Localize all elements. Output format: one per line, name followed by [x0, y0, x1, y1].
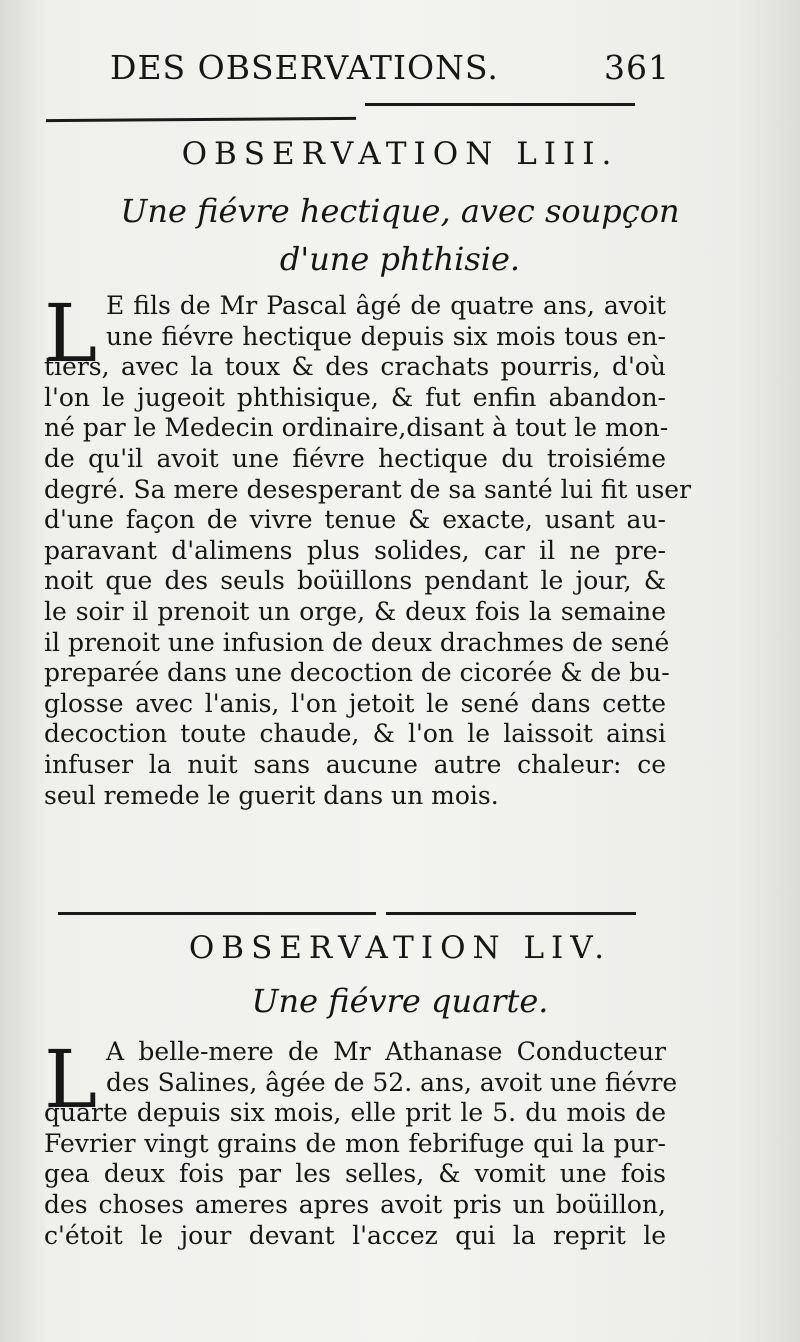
- text-line: Fevrier vingt grains de mon febrifuge qui la pur-: [44, 1128, 666, 1158]
- observation-54-drop-cap: L: [44, 1033, 98, 1126]
- observation-53-subtitle-2: d'une phthisie.: [279, 240, 521, 278]
- text-line: d'une façon de vivre tenue & exacte, usant au-: [44, 505, 666, 535]
- text-line: une fiévre hectique depuis six mois tous en-: [106, 321, 666, 351]
- text-line: c'étoit le jour devant l'accez qui la reprit le: [44, 1220, 666, 1250]
- text-line: tiers, avec la toux & des crachats pourris, d'où: [44, 352, 666, 382]
- header-rule-right: [365, 103, 635, 106]
- text-line: glosse avec l'anis, l'on jetoit le sené dans cette: [44, 688, 666, 718]
- text-line: decoction toute chaude, & l'on le laissoit ainsi: [44, 719, 666, 749]
- text-line: le soir il prenoit un orge, & deux fois la semaine: [44, 596, 666, 626]
- observation-53-subtitle-1: Une fiévre hectique, avec soupçon: [120, 192, 680, 230]
- observation-54-text: [44, 1033, 678, 1251]
- text-line: preparée dans une decoction de cicorée & de bu-: [44, 658, 670, 688]
- text-line: seul remede le guerit dans un mois.: [44, 780, 499, 810]
- section-rule-left: [58, 912, 376, 915]
- observation-53-title: OBSERVATION LIII.: [181, 136, 619, 172]
- text-line: degré. Sa mere desesperant de sa santé lui fit user: [44, 474, 692, 504]
- text-line: l'on le jugeoit phthisique, & fut enfin abandon-: [44, 382, 666, 412]
- text-line: E fils de Mr Pascal âgé de quatre ans, avoit: [106, 291, 666, 320]
- observation-54-title: OBSERVATION LIV.: [188, 930, 612, 966]
- text-line: des choses ameres apres avoit pris un boüillon,: [44, 1189, 666, 1219]
- page-number: 361: [604, 48, 670, 87]
- text-line: infuser la nuit sans aucune autre chaleur: ce: [44, 749, 666, 779]
- section-rule-right: [386, 912, 636, 915]
- text-line: de qu'il avoit une fiévre hectique du troisiéme: [44, 443, 666, 473]
- text-line: A belle-mere de Mr Athanase Conducteur: [106, 1037, 666, 1066]
- running-head: [110, 42, 670, 92]
- text-line: paravant d'alimens plus solides, car il ne pre-: [44, 535, 666, 565]
- text-line: gea deux fois par les selles, & vomit une fois: [44, 1159, 666, 1189]
- text-line: il prenoit une infusion de deux drachmes de sené: [44, 627, 670, 657]
- header-rule-left: [46, 117, 356, 122]
- text-line: des Salines, âgée de 52. ans, avoit une fiévre: [106, 1067, 678, 1097]
- text-line: noit que des seuls boüillons pendant le jour, &: [44, 566, 666, 596]
- observation-53-drop-cap: L: [44, 287, 98, 380]
- observation-54-subtitle-1: Une fiévre quarte.: [251, 982, 549, 1020]
- observation-53-text: [44, 287, 692, 811]
- text-line: né par le Medecin ordinaire,disant à tout le mon-: [44, 413, 669, 443]
- text-line: quarte depuis six mois, elle prit le 5. du mois de: [44, 1098, 666, 1128]
- running-head-title: DES OBSERVATIONS.: [110, 48, 499, 87]
